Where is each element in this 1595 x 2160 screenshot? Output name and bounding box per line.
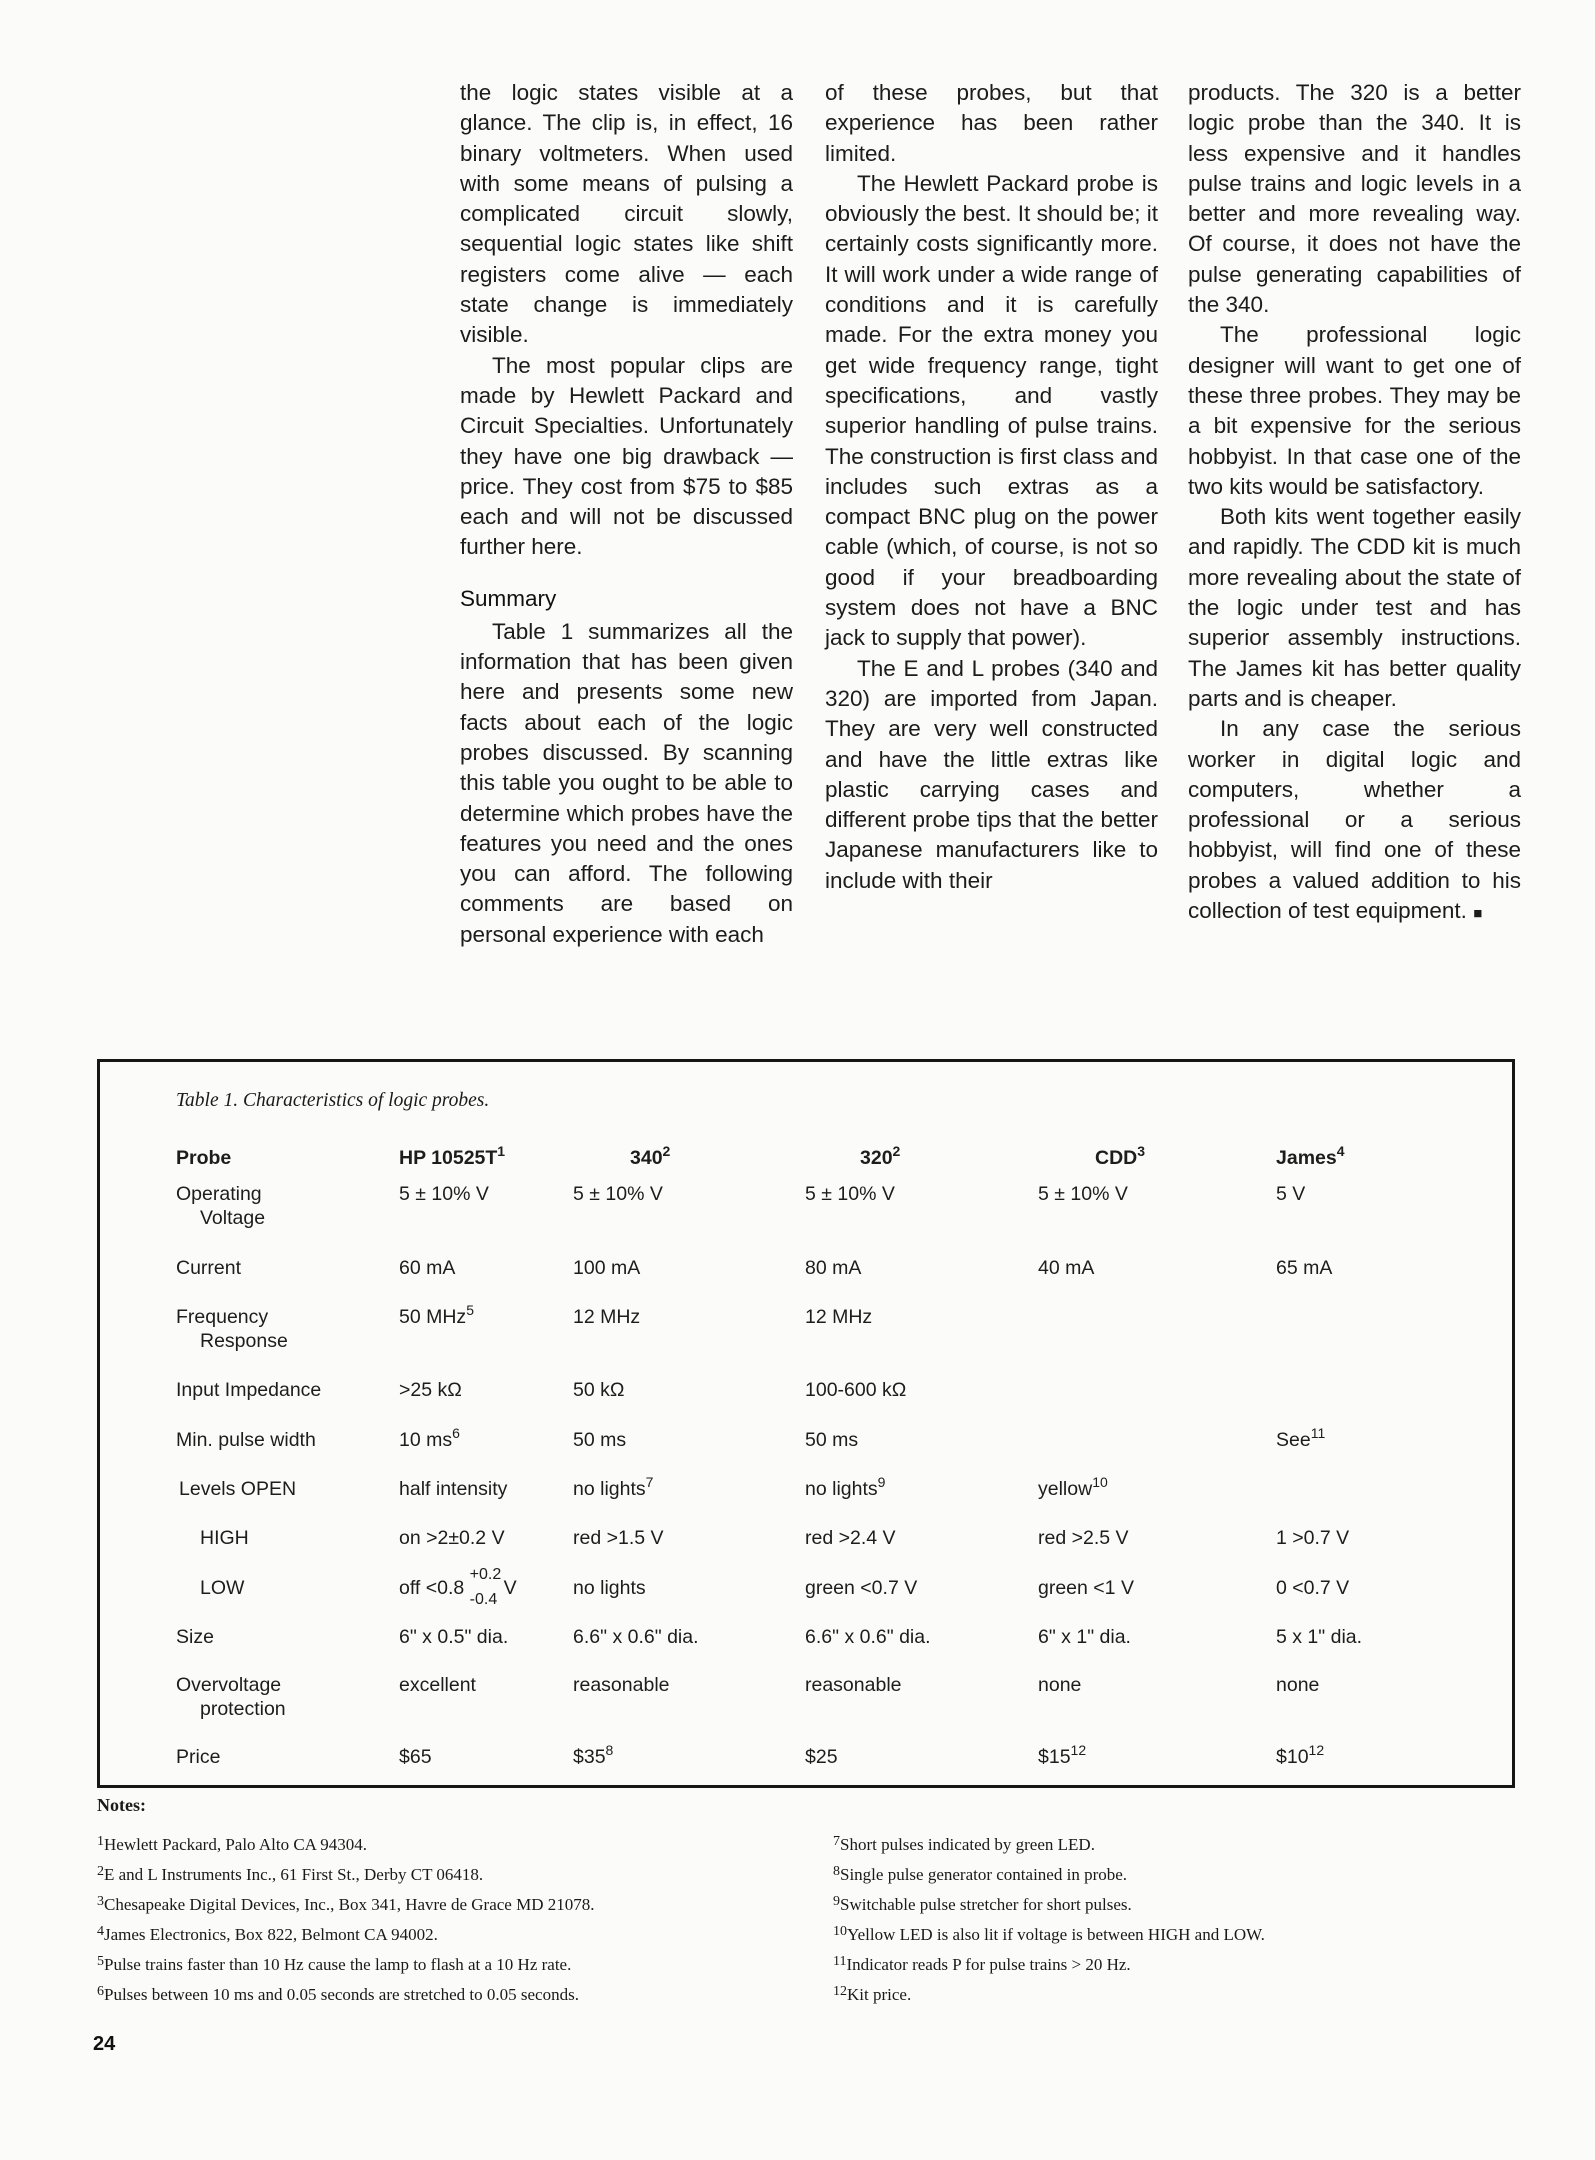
table-caption: Table 1. Characteristics of logic probes. bbox=[176, 1090, 490, 1111]
cell: 5 ± 10% V bbox=[805, 1183, 895, 1205]
cell: 6.6" x 0.6" dia. bbox=[573, 1626, 699, 1648]
row-label: Input Impedance bbox=[176, 1379, 322, 1401]
cell: 40 mA bbox=[1038, 1257, 1095, 1279]
footnote: $^5$Pulse trains faster than 10 Hz cause the lamp to flash at a 10 Hz rate. bbox=[97, 1954, 572, 1974]
cell: See$^{11}$ bbox=[1276, 1425, 1326, 1451]
cell: 65 mA bbox=[1276, 1257, 1333, 1279]
footnote: $^2$E and L Instruments Inc., 61 First St., Derby CT 06418. bbox=[97, 1864, 484, 1884]
cell: red >1.5 V bbox=[573, 1527, 664, 1549]
cell: $\$35^8$ bbox=[573, 1742, 614, 1768]
article-column-3 bbox=[1188, 78, 1521, 929]
cell: $25 bbox=[805, 1746, 838, 1768]
paragraph: the logic states visible at a glance. The clip is, in effect, 16 binary voltmeters. When used with some means of pulsing a complicated circuit slowly, sequential logic states like shift registers come alive — each state change is immediately visible. bbox=[460, 80, 793, 348]
row-label: Min. pulse width bbox=[176, 1429, 316, 1451]
cell: 0 <0.7 V bbox=[1276, 1577, 1350, 1599]
footnote: $^6$Pulses between 10 ms and 0.05 seconds are stretched to 0.05 seconds. bbox=[97, 1984, 579, 2004]
paragraph: Table 1 summarizes all the information that has been given here and presents some new facts about each of the logic probes discussed. By scanning this table you ought to be able to determine which probes have the features you need and the ones you can afford. The following comments are based on personal experience with each bbox=[460, 618, 793, 947]
cell: green <1 V bbox=[1038, 1577, 1134, 1599]
cell: 100 mA bbox=[573, 1257, 641, 1279]
cell: yellow$^{10}$ bbox=[1038, 1474, 1108, 1500]
cell: reasonable bbox=[805, 1674, 902, 1696]
cell: red >2.4 V bbox=[805, 1527, 896, 1549]
cell: no lights$^9$ bbox=[805, 1474, 886, 1500]
cell: 50 ms bbox=[805, 1429, 859, 1451]
cell: no lights$^7$ bbox=[573, 1474, 654, 1500]
footnote: $^1$Hewlett Packard, Palo Alto CA 94304. bbox=[97, 1834, 368, 1854]
row-label: HIGH bbox=[200, 1527, 249, 1549]
cell: 5 V bbox=[1276, 1183, 1306, 1205]
cell: 50 kΩ bbox=[573, 1379, 625, 1401]
cell: 80 mA bbox=[805, 1257, 862, 1279]
paragraph: of these probes, but that experience has been rather limited. bbox=[825, 80, 1158, 166]
cell: 1 >0.7 V bbox=[1276, 1527, 1350, 1549]
paragraph bbox=[1188, 714, 1521, 929]
row-label: Size bbox=[176, 1626, 214, 1648]
cell: 5 ± 10% V bbox=[399, 1183, 489, 1205]
row-label: Levels OPEN bbox=[179, 1478, 297, 1500]
paragraph: The E and L probes (340 and 320) are imported from Japan. They are very well constructed and have the little extras like plastic carrying cases and different probe tips that the better Japanese manufacturers like to include with their bbox=[825, 655, 1158, 893]
footnote: $^3$Chesapeake Digital Devices, Inc., Box 341, Havre de Grace MD 21078. bbox=[97, 1894, 595, 1914]
article-column-2 bbox=[825, 78, 1158, 896]
header-probe: Probe bbox=[176, 1147, 232, 1169]
footnote: $^7$Short pulses indicated by green LED. bbox=[833, 1834, 1095, 1854]
header-320: $320^2$ bbox=[860, 1143, 901, 1169]
cell: none bbox=[1038, 1674, 1082, 1696]
footnote: $^{10}$Yellow LED is also lit if voltage is between HIGH and LOW. bbox=[833, 1924, 1265, 1944]
notes-list-right bbox=[833, 1830, 1265, 2010]
cell: 6" x 0.5" dia. bbox=[399, 1626, 509, 1648]
footnote: $^{11}$Indicator reads P for pulse trains > 20 Hz. bbox=[833, 1954, 1131, 1974]
section-heading-summary: Summary bbox=[460, 585, 557, 611]
footnote: $^9$Switchable pulse stretcher for short pulses. bbox=[833, 1894, 1132, 1914]
cell: reasonable bbox=[573, 1674, 670, 1696]
paragraph: The most popular clips are made by Hewlett Packard and Circuit Specialties. Unfortunately they have one big drawback — price. They cost from $75 to $85 each and will not be discussed further here. bbox=[460, 352, 793, 560]
row-label: LOW bbox=[200, 1577, 245, 1599]
paragraph: Both kits went together easily and rapidly. The CDD kit is much more revealing about the state of the logic under test and has superior assembly instructions. The James kit has better quality parts and is cheaper. bbox=[1188, 504, 1521, 711]
cell: >25 kΩ bbox=[399, 1379, 462, 1401]
cell: 6.6" x 0.6" dia. bbox=[805, 1626, 931, 1648]
cell: 12 MHz bbox=[805, 1306, 873, 1328]
cell: on >2±0.2 V bbox=[399, 1527, 505, 1549]
row-label: Price bbox=[176, 1746, 221, 1768]
cell: off <0.8 +0.2 -0.4 V bbox=[399, 1566, 517, 1608]
paragraph: The professional logic designer will want to get one of these three probes. They may be a bit expensive for the serious hobbyist. In that case one of the two kits would be satisfactory. bbox=[1188, 322, 1521, 499]
header-hp: HP $10525T^1$ bbox=[399, 1143, 506, 1169]
cell: 5 x 1" dia. bbox=[1276, 1626, 1363, 1648]
paragraph: products. The 320 is a better logic probe than the 340. It is less expensive and it handles pulse trains and logic levels in a better and more revealing way. Of course, it does not have the pulse generating capabilities of the 340. bbox=[1188, 80, 1521, 318]
header-james: James$^4$ bbox=[1276, 1143, 1345, 1169]
cell: $\$10^{12}$ bbox=[1276, 1742, 1325, 1768]
row-label: Operating Voltage bbox=[176, 1183, 266, 1229]
header-cdd: CDD$^3$ bbox=[1095, 1143, 1146, 1169]
footnote: $^4$James Electronics, Box 822, Belmont CA 94002. bbox=[97, 1924, 438, 1944]
cell: half intensity bbox=[399, 1478, 508, 1500]
notes-list-left bbox=[97, 1830, 595, 2010]
cell: 5 ± 10% V bbox=[1038, 1183, 1128, 1205]
row-label: Overvoltage protection bbox=[176, 1674, 286, 1720]
footnote: $^{12}$Kit price. bbox=[833, 1984, 912, 2004]
article-column-1 bbox=[460, 78, 793, 950]
cell: none bbox=[1276, 1674, 1320, 1696]
cell: 6" x 1" dia. bbox=[1038, 1626, 1131, 1648]
cell: red >2.5 V bbox=[1038, 1527, 1129, 1549]
cell: 50 ms bbox=[573, 1429, 627, 1451]
cell: 5 ± 10% V bbox=[573, 1183, 663, 1205]
cell: 10 $ms^6$ bbox=[399, 1425, 460, 1451]
row-label: Frequency Response bbox=[176, 1306, 288, 1352]
cell: excellent bbox=[399, 1674, 476, 1696]
row-label: Current bbox=[176, 1257, 242, 1279]
cell: 50 MHz$^5$ bbox=[399, 1302, 474, 1328]
footnote: $^8$Single pulse generator contained in probe. bbox=[833, 1864, 1128, 1884]
cell: green <0.7 V bbox=[805, 1577, 918, 1599]
cell: no lights bbox=[573, 1577, 646, 1599]
cell: 12 MHz bbox=[573, 1306, 641, 1328]
paragraph: The Hewlett Packard probe is obviously the best. It should be; it certainly costs significantly more. It will work under a wide range of conditions and it is carefully made. For the extra money you get wide frequency range, tight specifications, and vastly superior handling of pulse trains. The construction is first class and includes such extras as a compact BNC plug on the power cable (which, of course, is not so good if your breadboarding system does not have a BNC jack to supply that power). bbox=[825, 170, 1158, 651]
cell: 60 mA bbox=[399, 1257, 456, 1279]
notes-title: Notes: bbox=[97, 1795, 146, 1815]
header-340: $340^2$ bbox=[630, 1143, 671, 1169]
paragraph-text: In any case the serious worker in digital logic and computers, whether a professional or a serious hobbyist, will find one of these probes a valued addition to his collection of test equipment. bbox=[1188, 716, 1521, 924]
cell: 100-600 kΩ bbox=[805, 1379, 907, 1401]
cell: $65 bbox=[399, 1746, 432, 1768]
probe-characteristics-table bbox=[97, 1059, 1515, 1788]
cell: $\$15^{12}$ bbox=[1038, 1742, 1087, 1768]
page-number: 24 bbox=[93, 2033, 116, 2055]
end-mark-icon: ■ bbox=[1473, 905, 1483, 923]
